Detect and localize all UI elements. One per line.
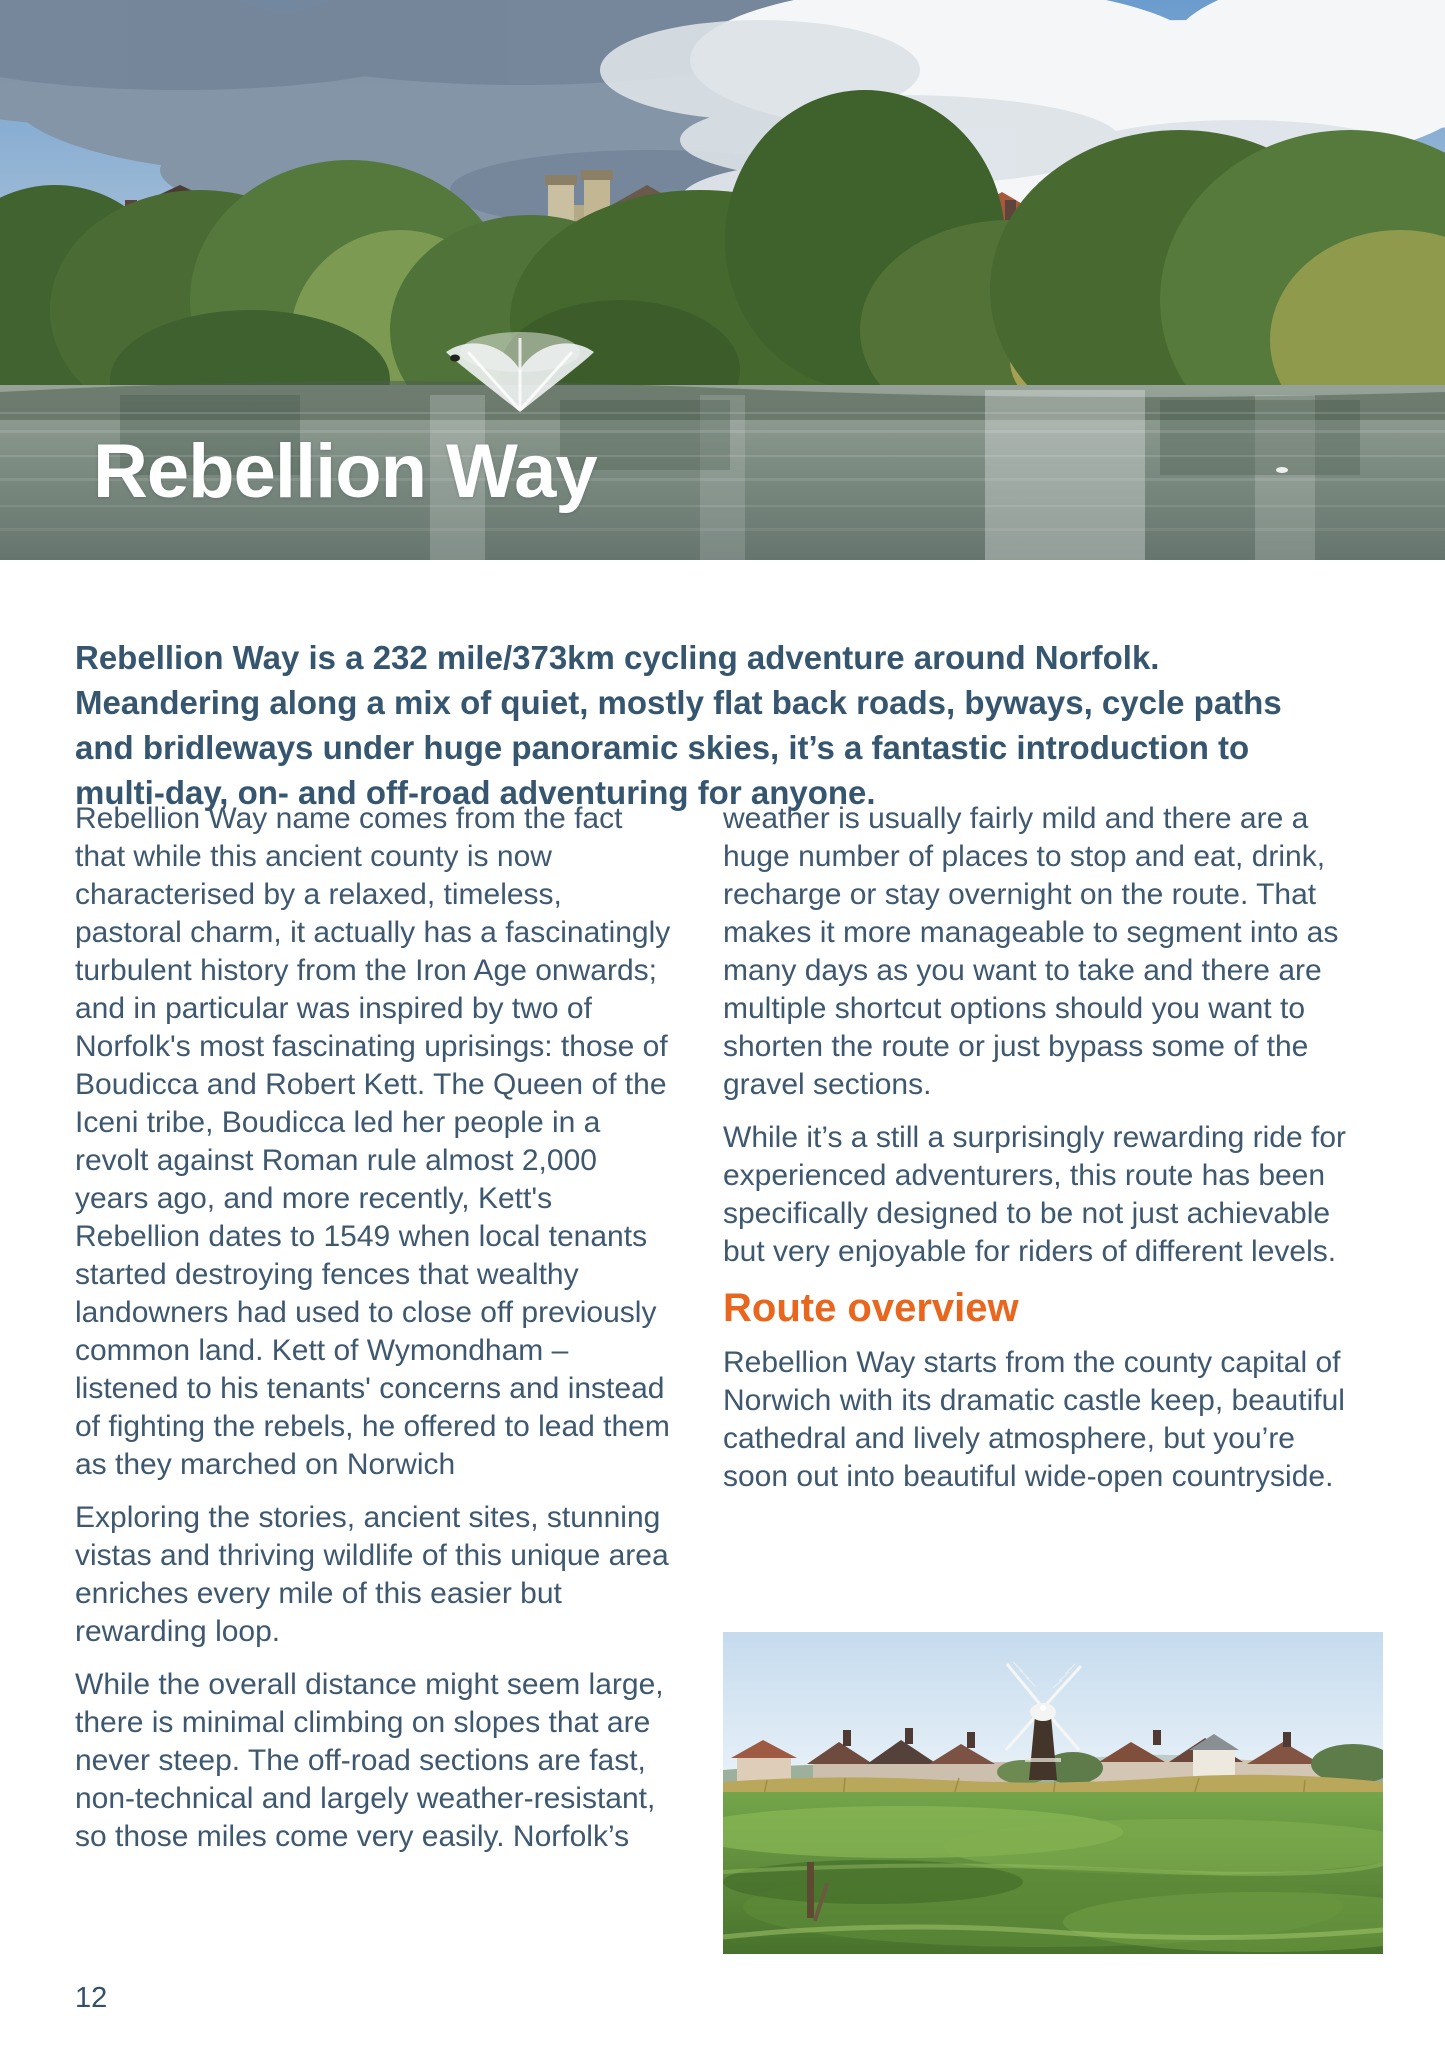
body-paragraph: weather is usually fairly mild and there are a huge number of places to stop and eat, drink, recharge or stay overnight on the route. That makes it more manageable to segment into as many days as you want to take and there are multiple shortcut options should you want to shorten the route or just bypass some of the gravel sections. [723, 802, 1339, 1101]
windmill-photo-illustration [723, 1632, 1383, 1954]
body-paragraph: Rebellion Way name comes from the fact that while this ancient county is now characterised by a relaxed, timeless, pastoral charm, it actually has a fascinatingly turbulent history from the Iron Age onwards; and in particular was inspired by two of Norfolk's most fascinating uprisings: those of Boudicca and Robert Kett. The Queen of the Iceni tribe, Boudicca led her people in a revolt against Roman rule almost 2,000 years ago, and more recently, Kett's Rebellion dates to 1549 when local tenants started destroying fences that wealthy landowners had used to close off previously common land. Kett of Wymondham – listened to his tenants' concerns and instead of fighting the rebels, he offered to lead them as they marched on Norwich [75, 802, 671, 1481]
swan [1276, 467, 1288, 473]
route-overview-heading: Route overview [723, 1286, 1019, 1330]
body-paragraph: Exploring the stories, ancient sites, stunning vistas and thriving wildlife of this unique area enriches every mile of this easier but rewarding loop. [75, 1501, 669, 1648]
windmill-photo [723, 1632, 1383, 1954]
page-number: 12 [75, 1982, 108, 2014]
intro-paragraph: Rebellion Way is a 232 mile/373km cycling adventure around Norfolk. Meandering along a mix of quiet, mostly flat back roads, byways, cycle paths and bridleways under huge panoramic skies, it’s a fantastic introduction to multi-day, on- and off-road adventuring for anyone. [75, 639, 1282, 811]
body-paragraph: While it’s a still a surprisingly rewarding ride for experienced adventurers, this route has been specifically designed to be not just achievable but very enjoyable for riders of different levels. [723, 1121, 1346, 1268]
right-column [723, 800, 1363, 1511]
body-paragraph: Rebellion Way starts from the county capital of Norwich with its dramatic castle keep, beautiful cathedral and lively atmosphere, but you’re soon out into beautiful wide-open countryside. [723, 1346, 1345, 1493]
duck [450, 355, 460, 362]
page-title: Rebellion Way [93, 429, 597, 514]
fence-post [807, 1862, 814, 1918]
body-paragraph: While the overall distance might seem large, there is minimal climbing on slopes that are never steep. The off-road sections are fast, non-technical and largely weather-resistant, so those miles come very easily. Norfolk’s [75, 1668, 664, 1853]
left-column [75, 800, 675, 1871]
